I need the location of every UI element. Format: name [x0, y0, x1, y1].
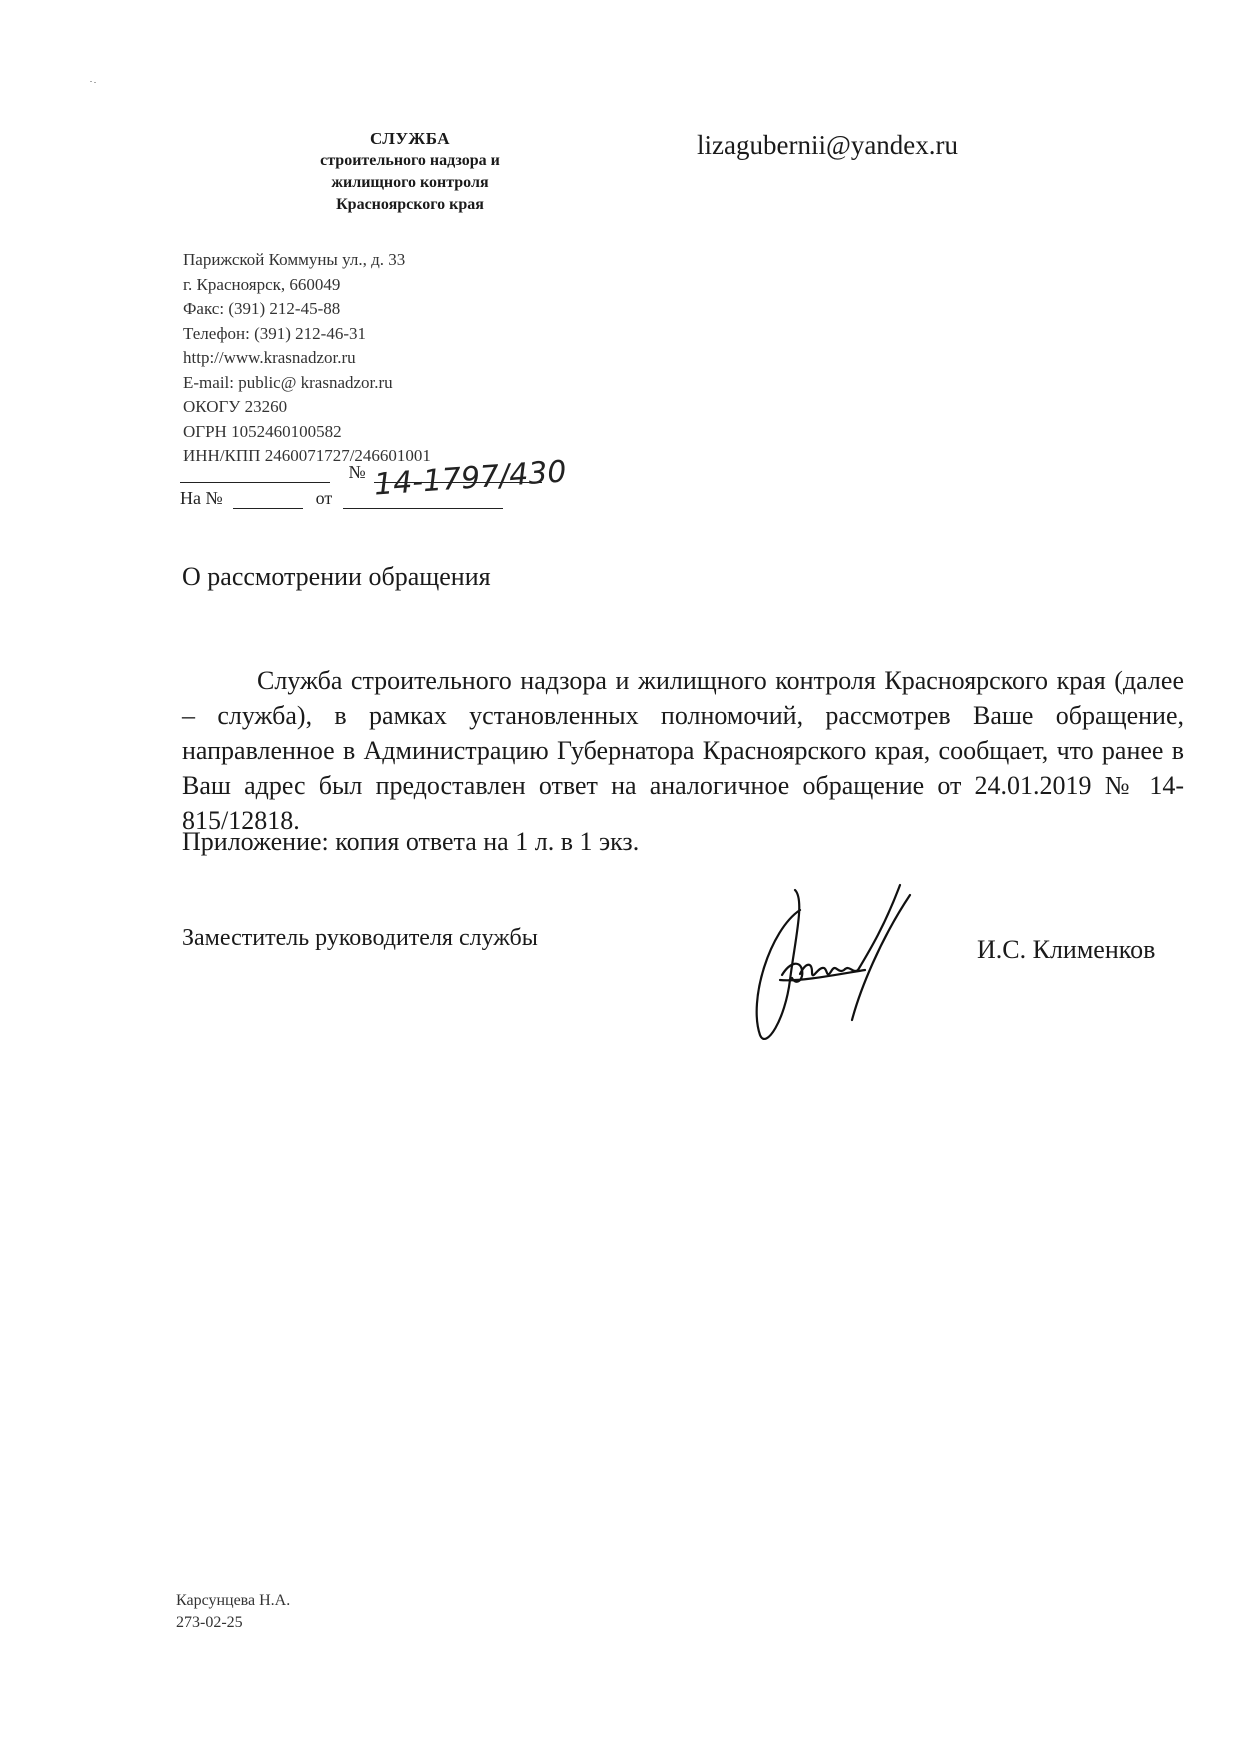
organization-name: СЛУЖБА [369, 129, 451, 148]
number-label: № [348, 462, 366, 482]
address-city: г. Красноярск, 660049 [183, 274, 341, 294]
inn-kpp: ИНН/КПП 2460071727/246601001 [183, 446, 431, 465]
reply-reference-row [180, 488, 503, 509]
organization-line-1: строительного надзора и [320, 152, 500, 169]
executor-phone: 273-02-25 [176, 1614, 243, 1631]
letter-body [182, 663, 1184, 838]
executor-name: Карсунцева Н.А. [176, 1592, 291, 1609]
from-line [343, 490, 503, 509]
organization-header [270, 128, 550, 216]
recipient-email: lizagubernii@yandex.ru [697, 130, 959, 160]
scan-artifact [90, 70, 96, 72]
signer-name: И.С. Клименков [977, 935, 1156, 964]
signer-position: Заместитель руководителя службы [182, 925, 538, 951]
organization-line-3: Красноярского края [336, 196, 484, 213]
fax: Факс: (391) 212-45-88 [183, 299, 341, 318]
email: E-mail: public@ krasnadzor.ru [183, 372, 393, 392]
reply-label: На № [180, 488, 223, 508]
phone: Телефон: (391) 212-46-31 [183, 323, 366, 343]
body-paragraph: Служба строительного надзора и жилищного контроля Красноярского края (далее – служба), в рамках установленных полномочий, рассмотрев Ваше обращение, направленное в Администрацию Губернатора Красноярского края, сообщает, что ранее в Ваш адрес был предоставлен ответ на аналогичное обращение от 24.01.2019 № 14-815/12818. [182, 666, 1184, 835]
address-street: Парижской Коммуны ул., д. 33 [183, 250, 406, 269]
website: http://www.krasnadzor.ru [183, 348, 356, 367]
letter-subject: О рассмотрении обращения [182, 562, 491, 591]
from-label: от [315, 488, 333, 508]
ogrn: ОГРН 1052460100582 [183, 421, 342, 441]
okogu: ОКОГУ 23260 [183, 397, 288, 416]
executor-info [176, 1590, 290, 1634]
attachment-note: Приложение: копия ответа на 1 л. в 1 экз. [182, 827, 640, 856]
number-value: 14-1797/430 [372, 454, 568, 503]
reply-line [233, 490, 303, 509]
organization-line-2: жилищного контроля [331, 174, 489, 191]
contact-details [183, 248, 431, 469]
date-line [180, 462, 330, 483]
signature [740, 870, 920, 1050]
